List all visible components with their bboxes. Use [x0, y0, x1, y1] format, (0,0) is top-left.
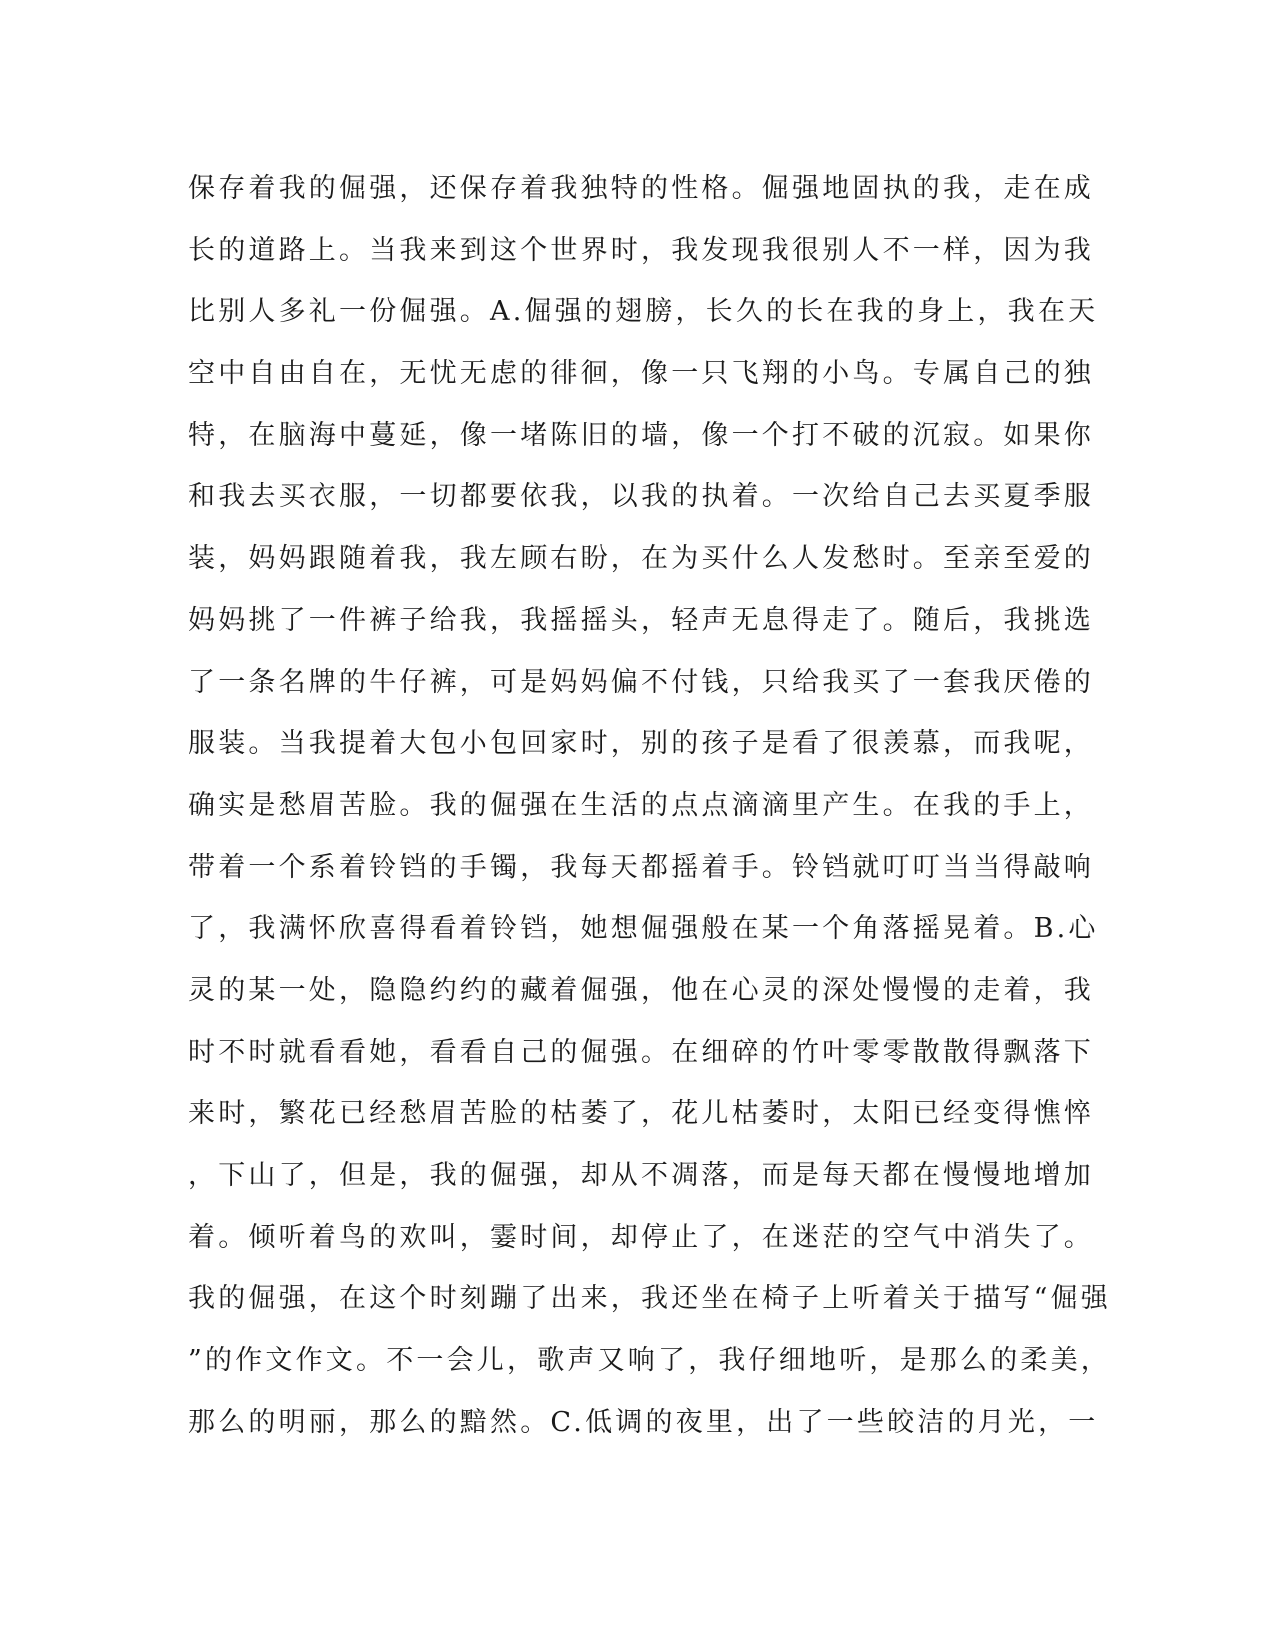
text-line: 灵的某一处，隐隐约约的藏着倔强，他在心灵的深处慢慢的走着，我 [188, 974, 1094, 1006]
text-line: 长的道路上。当我来到这个世界时，我发现我很别人不一样，因为我 [188, 234, 1094, 266]
text-line: 空中自由自在，无忧无虑的徘徊，像一只飞翔的小鸟。专属自己的独 [188, 358, 1094, 390]
text-line: 时不时就看看她，看看自己的倔强。在细碎的竹叶零零散散得飘落下 [188, 1036, 1094, 1068]
text-line: 服装。当我提着大包小包回家时，别的孩子是看了很羡慕，而我呢， [188, 728, 1094, 760]
text-line: 确实是愁眉苦脸。我的倔强在生活的点点滴滴里产生。在我的手上， [188, 789, 1094, 821]
text-line: 和我去买衣服，一切都要依我，以我的执着。一次给自己去买夏季服 [188, 481, 1094, 513]
text-line: 着。倾听着鸟的欢叫，霎时间，却停止了，在迷茫的空气中消失了。 [188, 1221, 1094, 1253]
text-line: 我的倔强，在这个时刻蹦了出来，我还坐在椅子上听着关于描写“倔强 [188, 1283, 1112, 1315]
text-line: 带着一个系着铃铛的手镯，我每天都摇着手。铃铛就叮叮当当得敲响 [188, 851, 1094, 883]
text-line: 了一条名牌的牛仔裤，可是妈妈偏不付钱，只给我买了一套我厌倦的 [188, 666, 1094, 698]
text-line: 来时，繁花已经愁眉苦脸的枯萎了，花儿枯萎时，太阳已经变得憔悴 [188, 1098, 1094, 1130]
text-line: 装，妈妈跟随着我，我左顾右盼，在为买什么人发愁时。至亲至爱的 [188, 543, 1094, 575]
text-line: 那么的明丽，那么的黯然。C.低调的夜里，出了一些皎洁的月光，一 [188, 1406, 1099, 1438]
text-line: 比别人多礼一份倔强。A.倔强的翅膀，长久的长在我的身上，我在天 [188, 296, 1099, 328]
text-line: 妈妈挑了一件裤子给我，我摇摇头，轻声无息得走了。随后，我挑选 [188, 604, 1094, 636]
body-text [188, 158, 1112, 1453]
text-line: 保存着我的倔强，还保存着我独特的性格。倔强地固执的我，走在成 [188, 173, 1094, 204]
text-line: 了，我满怀欣喜得看着铃铛，她想倔强般在某一个角落摇晃着。B.心 [188, 913, 1099, 945]
text-line: ，下山了，但是，我的倔强，却从不凋落，而是每天都在慢慢地增加 [188, 1160, 1094, 1191]
text-line: 特，在脑海中蔓延，像一堵陈旧的墙，像一个打不破的沉寂。如果你 [188, 419, 1094, 451]
text-line: ”的作文作文。不一会儿，歌声又响了，我仔细地听，是那么的柔美， [188, 1345, 1112, 1377]
